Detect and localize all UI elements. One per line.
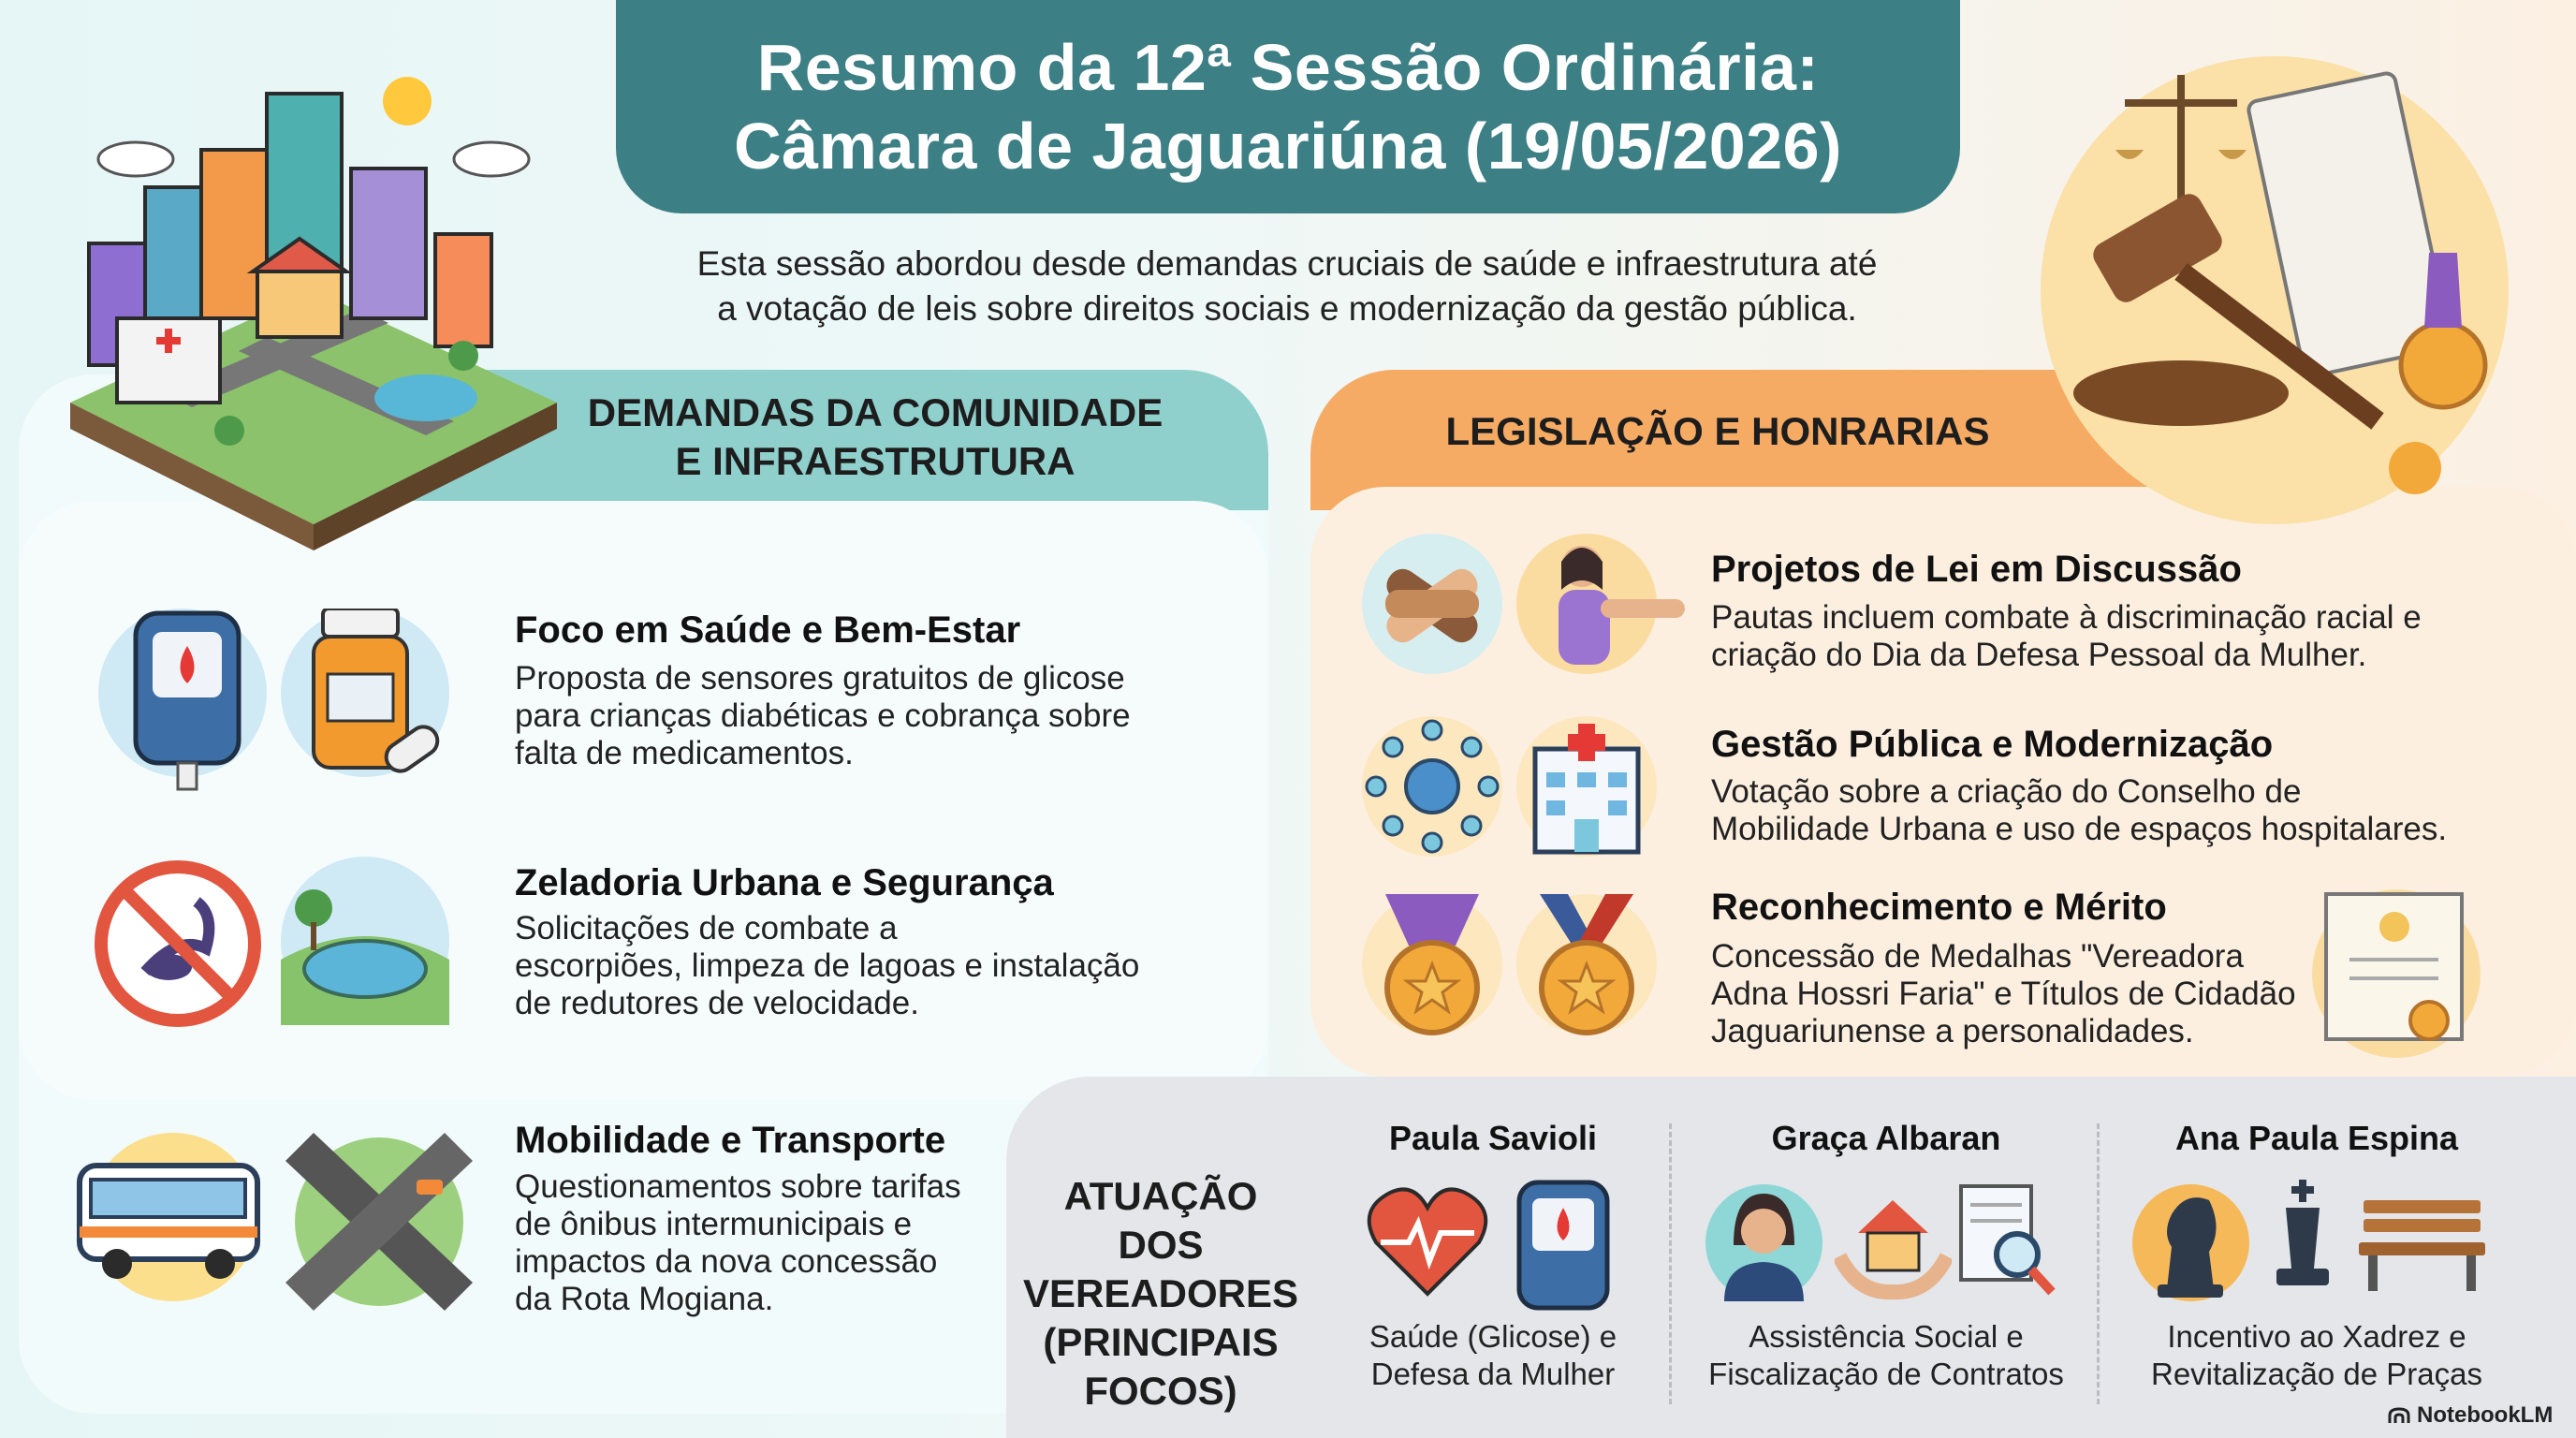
item-title-health: Foco em Saúde e Bem-Estar [515,609,1021,651]
councilor-desc-graca-albaran [1685,1318,2087,1393]
intro-line-2: a votação de leis sobre direitos sociais e modernização da gestão pública. [717,289,1857,328]
councilors-heading-line: VEREADORES [1022,1271,1299,1315]
legislation-heading: LEGISLAÇÃO E HONRARIAS [1445,409,1990,453]
desc-line: Pautas incluem combate à discriminação racial e [1711,599,2422,636]
desc-line: Votação sobre a criação do Conselho de [1711,773,2302,810]
desc-line: escorpiões, limpeza de lagoas e instalação [515,947,1140,984]
park-bench-icon [2349,1181,2490,1294]
item-desc-bills [1711,599,2422,674]
councilor-divider [2097,1123,2100,1404]
desc-line: Incentivo ao Xadrez e [2167,1319,2466,1354]
desc-line: Solicitações de combate a [515,910,898,946]
highway-interchange-icon [285,1133,473,1311]
desc-line: falta de medicamentos. [515,735,854,771]
desc-line: Concessão de Medalhas "Vereadora [1711,938,2244,975]
item-desc-health [515,660,1131,772]
desc-line: Saúde (Glicose) e [1368,1319,1617,1354]
councilor-desc-paula-savioli [1339,1318,1647,1393]
councilor-name-paula-savioli: Paula Savioli [1388,1119,1598,1157]
item-title-urban: Zeladoria Urbana e Segurança [515,862,1054,903]
councilor-name-graca-albaran: Graça Albaran [1771,1119,2001,1157]
item-desc-recognition [1711,938,2296,1050]
branding [2387,1402,2553,1429]
desc-line: Proposta de sensores gratuitos de glicose [515,660,1125,697]
desc-line: criação do Dia da Defesa Pessoal da Mulher. [1711,637,2367,673]
desc-line: Adna Hossri Faria" e Títulos de Cidadão [1711,976,2296,1012]
medal-icon [1526,889,1647,1049]
desc-line: Assistência Social e [1749,1319,2024,1354]
glucose-meter-icon [1512,1175,1615,1315]
item-desc-urban [515,910,1139,1022]
city-illustration-icon [51,37,576,562]
heartbeat-icon [1362,1181,1493,1303]
desc-line: Fiscalização de Contratos [1708,1357,2064,1391]
desc-line: da Rota Mogiana. [515,1281,774,1317]
medal-icon [1371,889,1493,1049]
certificate-icon [2321,889,2471,1058]
bus-icon [70,1137,267,1297]
intro-line-1: Esta sessão abordou desde demandas cruciais de saúde e infraestrutura até [696,244,1878,283]
councilors-heading-line: FOCOS) [1084,1369,1237,1413]
page-title-line-1: Resumo da 12ª Sessão Ordinária: [756,31,1820,104]
intro-text [599,242,1975,331]
chess-king-icon [2265,1175,2340,1306]
councilors-heading-line: ATUAÇÃO DOS [1063,1174,1258,1267]
desc-line: Defesa da Mulher [1370,1357,1616,1391]
desc-line: Revitalização de Praças [2150,1357,2482,1391]
house-in-hands-icon [1835,1181,1952,1303]
desc-line: Questionamentos sobre tarifas [515,1168,961,1205]
councilors-heading-line: (PRINCIPAIS [1043,1320,1279,1364]
desc-line: Mobilidade Urbana e uso de espaços hospitalares. [1711,811,2448,847]
page-title-line-2: Câmara de Jaguariúna (19/05/2026) [734,110,1842,183]
chess-knight-icon [2144,1181,2237,1303]
councilor-name-ana-paula-espina: Ana Paula Espina [2174,1119,2459,1157]
item-title-mobility: Mobilidade e Transporte [515,1120,946,1161]
desc-line: para crianças diabéticas e cobrança sobre [515,697,1131,734]
item-desc-mobility [515,1168,961,1318]
hospital-building-icon [1516,716,1657,857]
stacked-hands-icon [1362,534,1502,674]
item-title-bills: Projetos de Lei em Discussão [1711,549,2242,590]
medicine-bottle-icon [304,609,445,786]
desc-line: de redutores de velocidade. [515,985,919,1021]
item-title-public-management: Gestão Pública e Modernização [1711,724,2274,765]
no-scorpion-icon [94,859,262,1028]
branding-label: NotebookLM [2417,1402,2554,1428]
community-heading-line-1: DEMANDAS DA COMUNIDADE [587,390,1164,434]
councilor-divider [1669,1123,1672,1404]
notebooklm-logo-icon [2387,1406,2411,1425]
self-defense-woman-icon [1516,524,1694,683]
glucose-meter-icon [126,604,248,791]
item-title-recognition: Reconhecimento e Mérito [1711,887,2167,928]
item-desc-public-management [1711,773,2447,848]
network-globe-icon [1362,716,1502,857]
desc-line: Jaguariunense a personalidades. [1711,1013,2194,1049]
desc-line: de ônibus intermunicipais e [515,1206,913,1242]
gavel-and-law-icon [2041,28,2509,515]
desc-line: impactos da nova concessão [515,1243,938,1280]
community-heading-line-2: E INFRAESTRUTURA [675,439,1076,483]
pond-icon [281,857,449,1025]
title-banner [616,0,1960,213]
woman-avatar-icon [1705,1180,1822,1301]
councilor-desc-ana-paula-espina [2115,1318,2518,1393]
councilors-heading [1020,1172,1301,1416]
document-magnifier-icon [1956,1181,2059,1303]
community-heading [571,389,1179,486]
